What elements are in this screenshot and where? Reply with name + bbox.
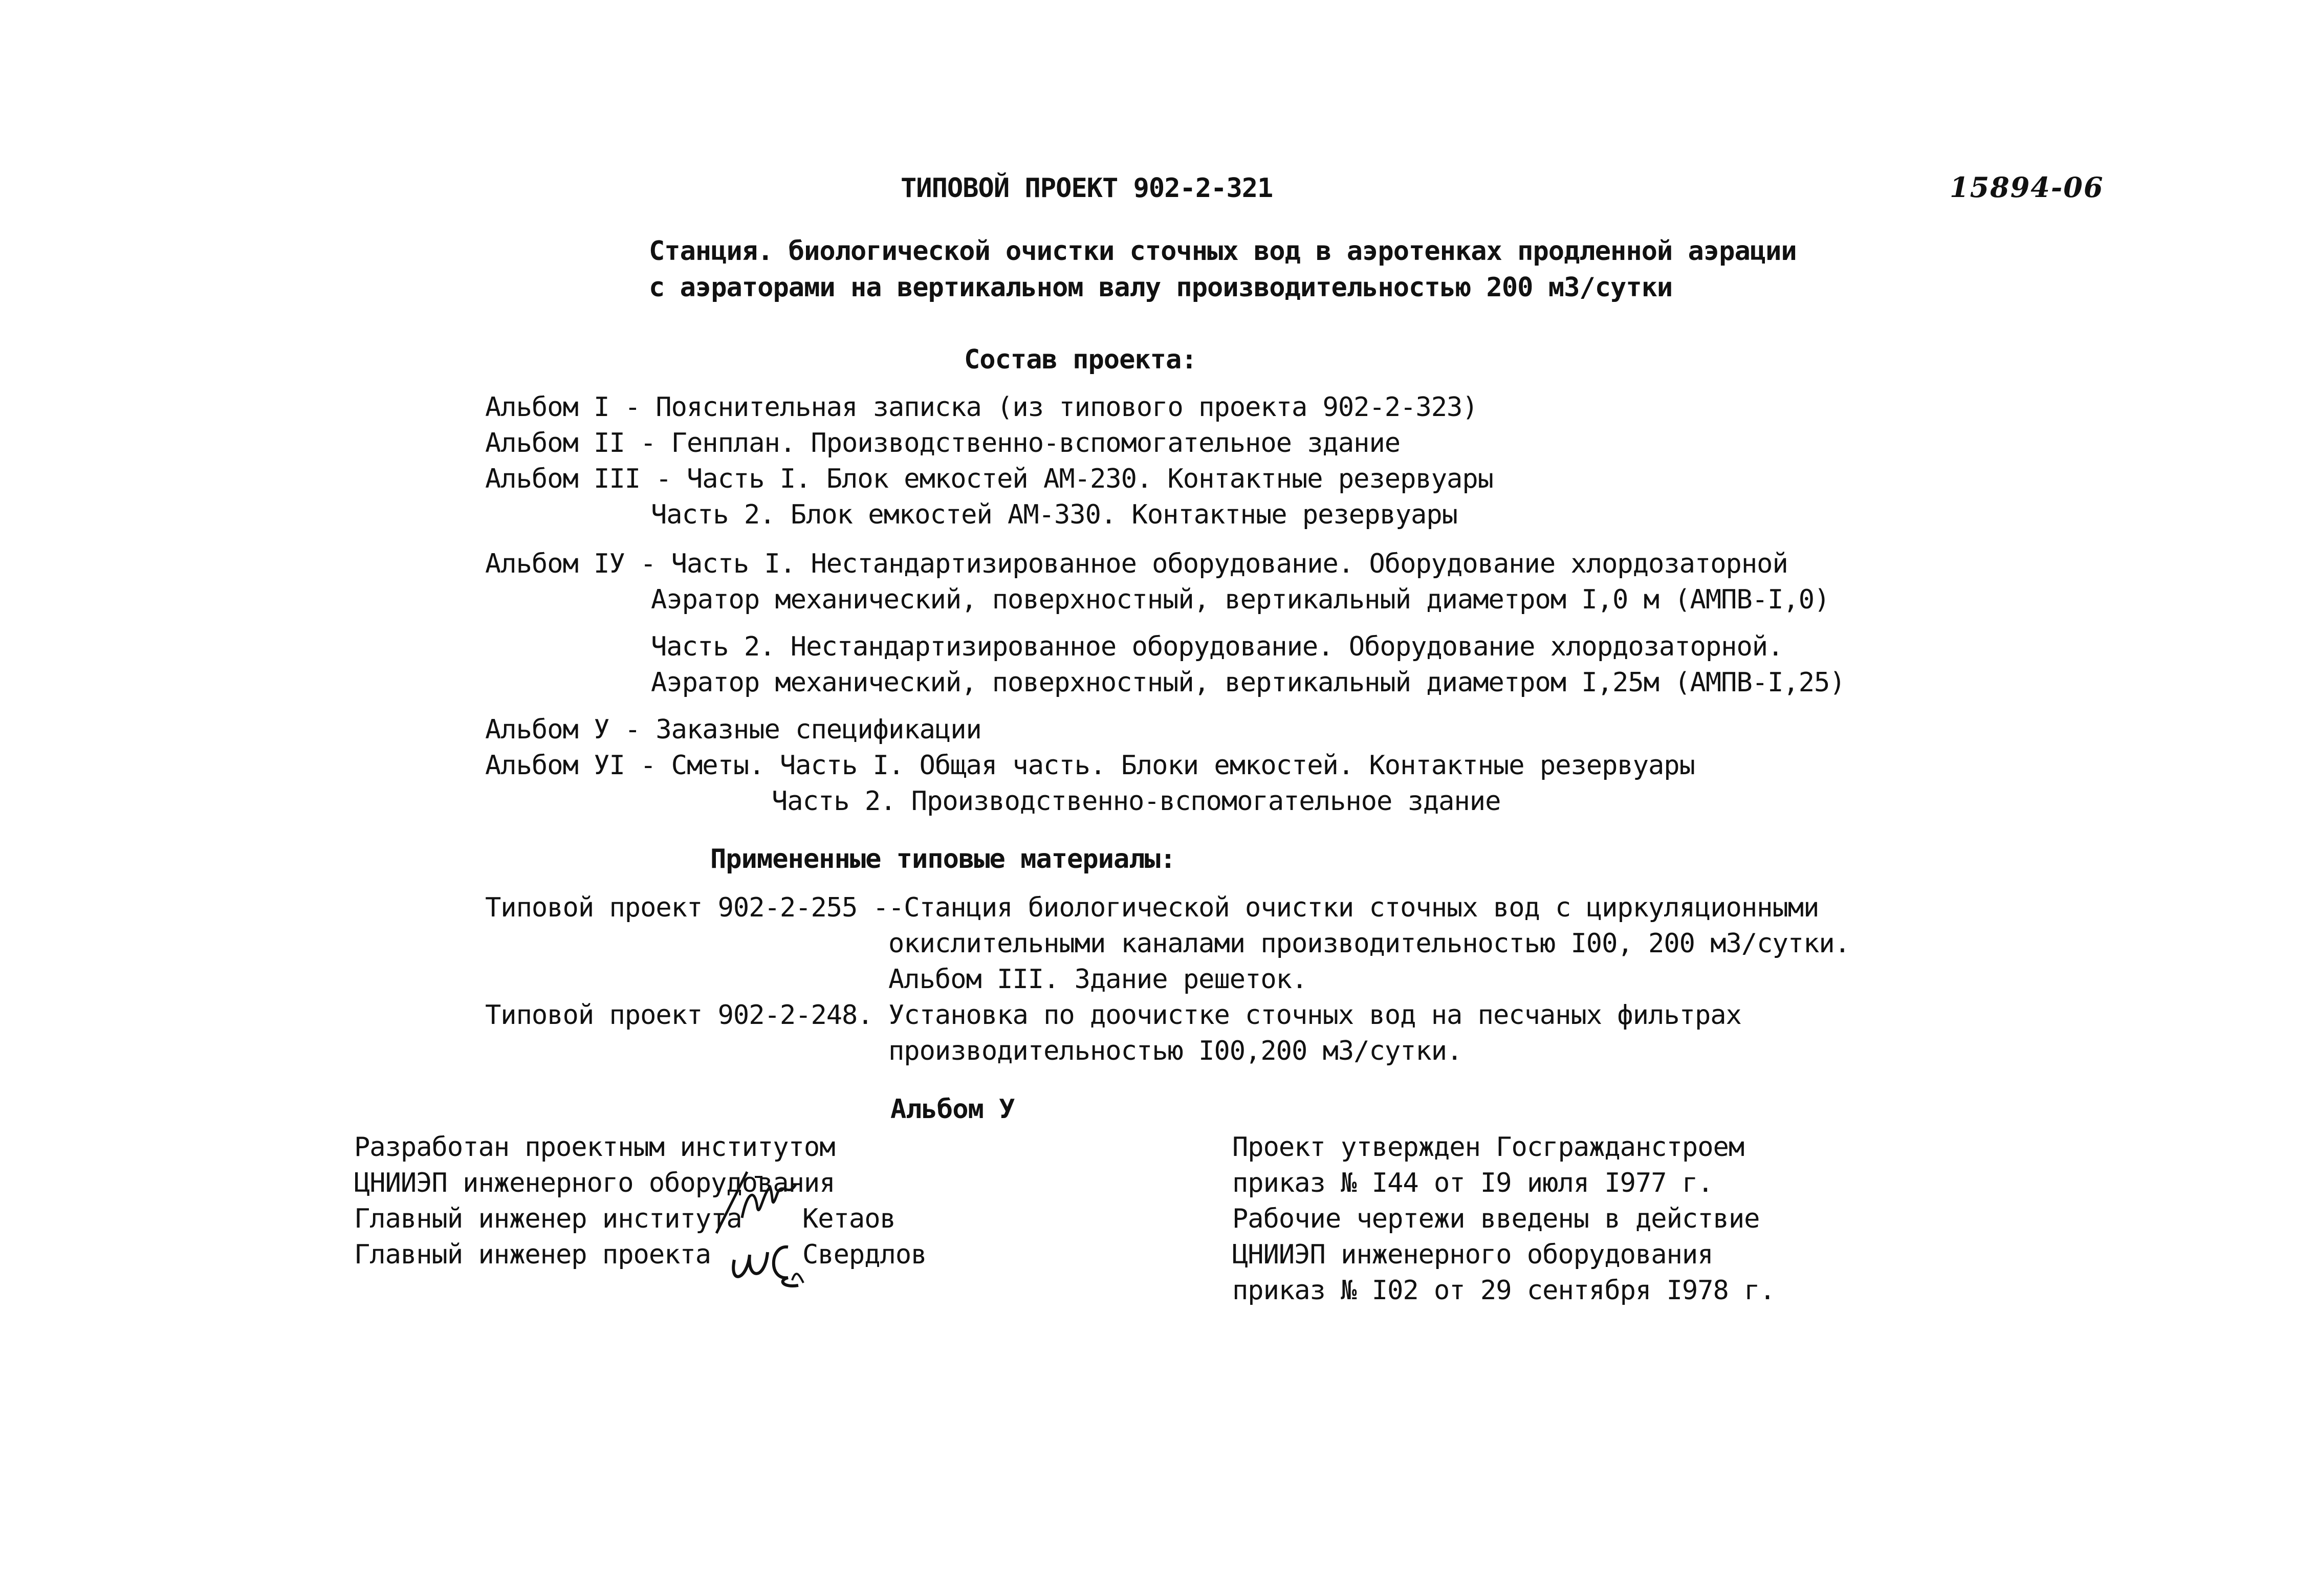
album-line: Альбом III - Часть I. Блок емкостей АМ-230. Контактные резервуары <box>485 464 1493 494</box>
album-line: Альбом УI - Сметы. Часть I. Общая часть. Блоки емкостей. Контактные резервуары <box>485 750 1695 781</box>
album-line: Часть 2. Нестандартизированное оборудование. Оборудование хлордозаторной. <box>651 631 1783 662</box>
chief-engineer-institute-label: Главный инженер института <box>354 1204 742 1234</box>
materials-line: Установка по доочистке сточных вод на песчаных фильтрах <box>888 1000 1741 1031</box>
composition-heading: Состав проекта: <box>964 344 1197 375</box>
approval-line-1: Проект утвержден Госгражданстроем <box>1232 1132 1744 1163</box>
developer-line-1: Разработан проектным институтом <box>354 1132 835 1163</box>
album-line: Часть 2. Производственно-вспомогательное здание <box>772 786 1501 817</box>
approval-line-3: Рабочие чертежи введены в действие <box>1232 1204 1760 1234</box>
album-label: Альбом У <box>890 1094 1015 1125</box>
album-line: Альбом У - Заказные спецификации <box>485 714 981 745</box>
album-line: Альбом II - Генплан. Производственно-вспомогательное здание <box>485 428 1401 458</box>
developer-line-2: ЦНИИЭП инженерного оборудования <box>354 1168 835 1198</box>
album-line: Часть 2. Блок емкостей АМ-330. Контактные резервуары <box>651 499 1457 530</box>
inventory-number: 15894-06 <box>1950 171 2104 204</box>
album-line: Альбом IУ - Часть I. Нестандартизированное оборудование. Оборудование хлордозаторной <box>485 549 1788 579</box>
approval-line-2: приказ № I44 от I9 июля I977 г. <box>1232 1168 1713 1198</box>
chief-engineer-project-label: Главный инженер проекта <box>354 1239 711 1270</box>
approval-line-4: ЦНИИЭП инженерного оборудования <box>1232 1239 1713 1270</box>
subtitle-line-2: с аэраторами на вертикальном валу производительностью 200 м3/сутки <box>649 272 1673 303</box>
album-line: Альбом I - Пояснительная записка (из типового проекта 902-2-323) <box>485 392 1478 423</box>
materials-line: Типовой проект 902-2-255 --Станция биологической очистки сточных вод с циркуляционными <box>485 892 1819 923</box>
materials-line: Альбом III. Здание решеток. <box>888 964 1307 995</box>
album-line: Аэратор механический, поверхностный, вертикальный диаметром I,0 м (АМПВ-I,0) <box>651 584 1830 615</box>
chief-engineer-project-name: Свердлов <box>802 1239 927 1270</box>
album-line: Аэратор механический, поверхностный, вертикальный диаметром I,25м (АМПВ-I,25) <box>651 667 1845 698</box>
subtitle-line-1: Станция. биологической очистки сточных вод в аэротенках продленной аэрации <box>649 236 1797 267</box>
approval-line-5: приказ № I02 от 29 сентября I978 г. <box>1232 1275 1775 1306</box>
materials-line: производительностью I00,200 м3/сутки. <box>888 1036 1462 1066</box>
document-title: ТИПОВОЙ ПРОЕКТ 902-2-321 <box>901 173 1273 204</box>
materials-line: Типовой проект 902-2-248. <box>485 1000 873 1031</box>
chief-engineer-institute-name: Кетаов <box>802 1204 896 1234</box>
materials-line: окислительными каналами производительностью I00, 200 м3/сутки. <box>888 928 1850 959</box>
materials-heading: Примененные типовые материалы: <box>710 844 1176 874</box>
signature-project-icon <box>727 1224 809 1291</box>
